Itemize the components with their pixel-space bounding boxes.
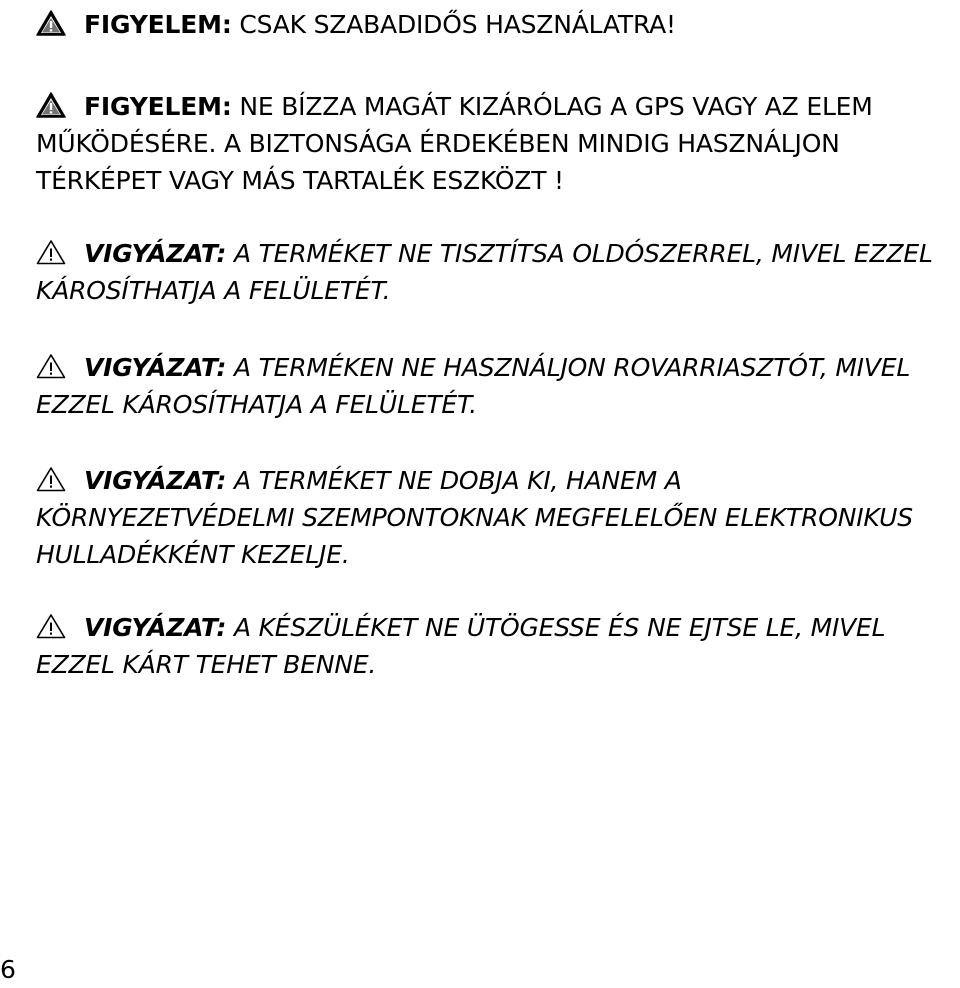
caution-text: A KÉSZÜLÉKET NE ÜTÖGESSE ÉS NE EJTSE LE, MIVEL EZZEL KÁRT TEHET BENNE. bbox=[36, 613, 886, 679]
page-number: 6 bbox=[0, 955, 16, 984]
caution-label: VIGYÁZAT: bbox=[84, 239, 227, 268]
caution-notice-3 bbox=[36, 462, 946, 573]
warning-label: FIGYELEM: bbox=[84, 92, 232, 121]
warning-triangle-filled-icon bbox=[36, 10, 66, 36]
warning-text: CSAK SZABADIDŐS HASZNÁLATRA! bbox=[239, 10, 676, 39]
caution-text: A TERMÉKET NE TISZTÍTSA OLDÓSZERREL, MIVEL EZZEL KÁROSÍTHATJA A FELÜLETÉT. bbox=[36, 239, 933, 305]
caution-text: A TERMÉKEN NE HASZNÁLJON ROVARRIASZTÓT, MIVEL EZZEL KÁROSÍTHATJA A FELÜLETÉT. bbox=[36, 353, 911, 419]
caution-notice-2 bbox=[36, 349, 946, 423]
caution-triangle-outline-icon bbox=[36, 613, 66, 639]
warning-label: FIGYELEM: bbox=[84, 10, 232, 39]
caution-label: VIGYÁZAT: bbox=[84, 613, 227, 642]
caution-triangle-outline-icon bbox=[36, 466, 66, 492]
warning-triangle-filled-icon bbox=[36, 92, 66, 118]
warning-text: NE BÍZZA MAGÁT KIZÁRÓLAG A GPS VAGY AZ ELEM MŰKÖDÉSÉRE. A BIZTONSÁGA ÉRDEKÉBEN MINDIG HASZNÁLJON TÉRKÉPET VAGY MÁS TARTALÉK ESZKÖZT ! bbox=[36, 92, 873, 195]
caution-text: A TERMÉKET NE DOBJA KI, HANEM A KÖRNYEZETVÉDELMI SZEMPONTOKNAK MEGFELELŐEN ELEKTRONIKUS HULLADÉKKÉNT KEZELJE. bbox=[36, 466, 913, 569]
caution-label: VIGYÁZAT: bbox=[84, 466, 227, 495]
caution-triangle-outline-icon bbox=[36, 353, 66, 379]
caution-triangle-outline-icon bbox=[36, 239, 66, 265]
caution-notice-1 bbox=[36, 235, 946, 309]
warning-notice-2 bbox=[36, 88, 946, 199]
caution-label: VIGYÁZAT: bbox=[84, 353, 227, 382]
caution-notice-4 bbox=[36, 609, 946, 683]
warning-notice-1 bbox=[36, 6, 946, 43]
